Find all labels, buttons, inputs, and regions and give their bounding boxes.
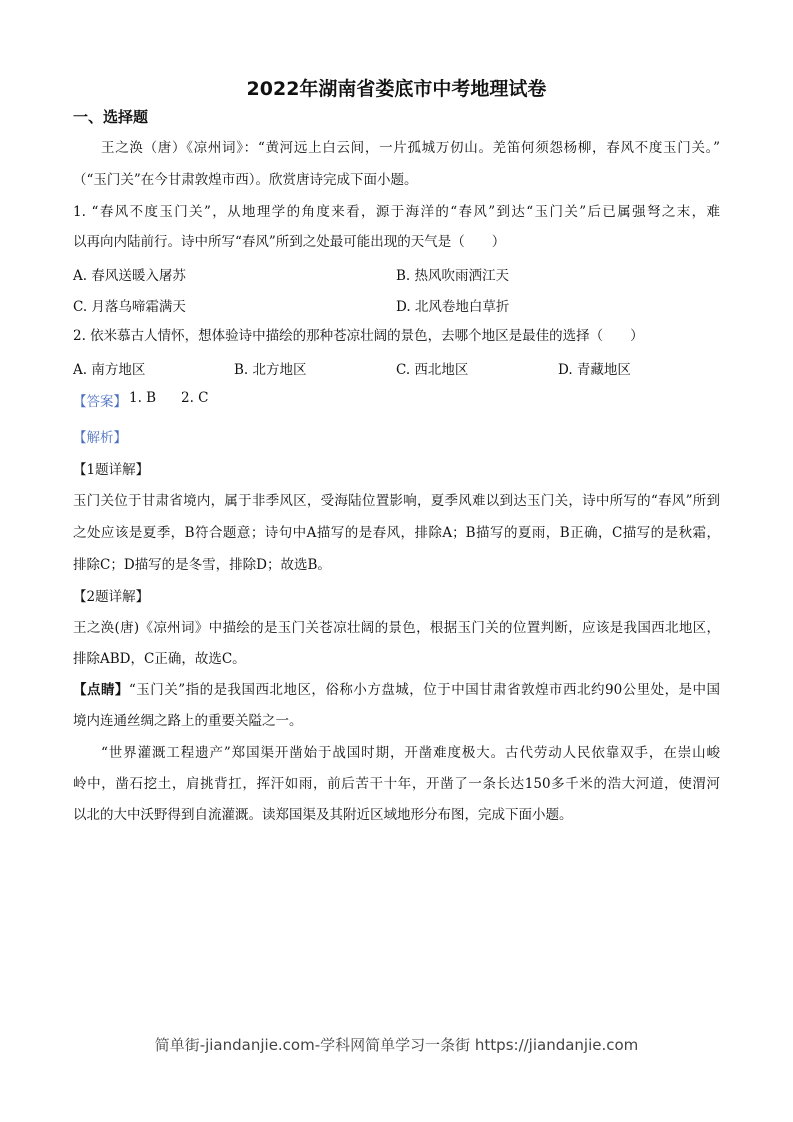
footer-watermark: 简单街-jiandanjie.com-学科网简单学习一条街 https://jiandanjie.com [154,1036,639,1054]
detail-1-line: 玉门关位于甘肃省境内，属于非季风区，受海陆位置影响，夏季风难以到达玉门关，诗中所写的“春风”所到 [73,493,720,509]
passage-line: 以北的大中沃野得到自流灌溉。读郑国渠及其附近区域地形分布图，完成下面小题。 [73,807,573,823]
answer-1: 1. B [129,390,157,406]
analysis-label: 【解析】 [73,430,127,446]
q2-option-a: A. 南方地区 [73,362,146,378]
page-title: 2022年湖南省娄底市中考地理试卷 [246,78,547,100]
note-line: 境内连通丝绸之路上的重要关隘之一。 [73,713,303,729]
detail-1-line: 之处应该是夏季，B符合题意；诗句中A描写的是春风，排除A；B描写的夏雨，B正确，C描写的是秋霜， [73,525,720,541]
detail-1-label: 【1题详解】 [73,462,150,478]
detail-2-label: 【2题详解】 [73,589,150,605]
answer-label: 【答案】 [73,394,127,410]
question-1-text: 以再向内陆前行。诗中所写“春风”所到之处最可能出现的天气是（ ） [73,234,506,250]
detail-1-line: 排除C；D描写的是冬雪，排除D；故选B。 [73,557,331,573]
q1-option-c: C. 月落乌啼霜满天 [73,299,186,315]
question-1-text: 1. “春风不度玉门关”，从地理学的角度来看，源于海洋的“春风”到达“玉门关”后已属强弩之末，难 [73,204,720,220]
note-text: “玉门关”指的是我国西北地区，俗称小方盘城，位于中国甘肃省敦煌市西北约90公里处，是中国 [128,682,721,698]
passage-line: 岭中，凿石挖土，肩挑背扛，挥汗如雨，前后苦干十年，开凿了一条长达150多千米的浩大河道，使渭河 [73,776,720,792]
q2-option-b: B. 北方地区 [234,362,307,378]
detail-2-line: 王之涣(唐)《凉州词》中描绘的是玉门关苍凉壮阔的景色，根据玉门关的位置判断，应该是我国西北地区， [73,620,720,636]
note-line [73,681,720,699]
note-label: 【点睛】 [73,682,129,698]
q1-option-d: D. 北风卷地白草折 [396,299,510,315]
q2-option-d: D. 青藏地区 [558,362,631,378]
passage-line: “世界灌溉工程遗产”郑国渠开凿始于战国时期，开凿难度极大。古代劳动人民依靠双手，在崇山峻 [101,745,720,761]
detail-2-line: 排除ABD，C正确，故选C。 [73,651,246,667]
q2-option-c: C. 西北地区 [396,362,469,378]
question-2-text: 2. 依米慕古人情怀，想体验诗中描绘的那种苍凉壮阔的景色，去哪个地区是最佳的选择（ ） [73,328,644,344]
intro-line: （“玉门关”在今甘肃敦煌市西）。欣赏唐诗完成下面小题。 [73,172,418,188]
q1-option-a: A. 春风送暖入屠苏 [73,268,186,284]
answer-2: 2. C [181,390,209,406]
intro-line: 王之涣（唐）《凉州词》：“黄河远上白云间，一片孤城万仞山。羌笛何须怨杨柳，春风不度玉门关。” [101,140,720,156]
section-heading: 一、选择题 [73,108,149,126]
q1-option-b: B. 热风吹雨洒江天 [396,268,510,284]
